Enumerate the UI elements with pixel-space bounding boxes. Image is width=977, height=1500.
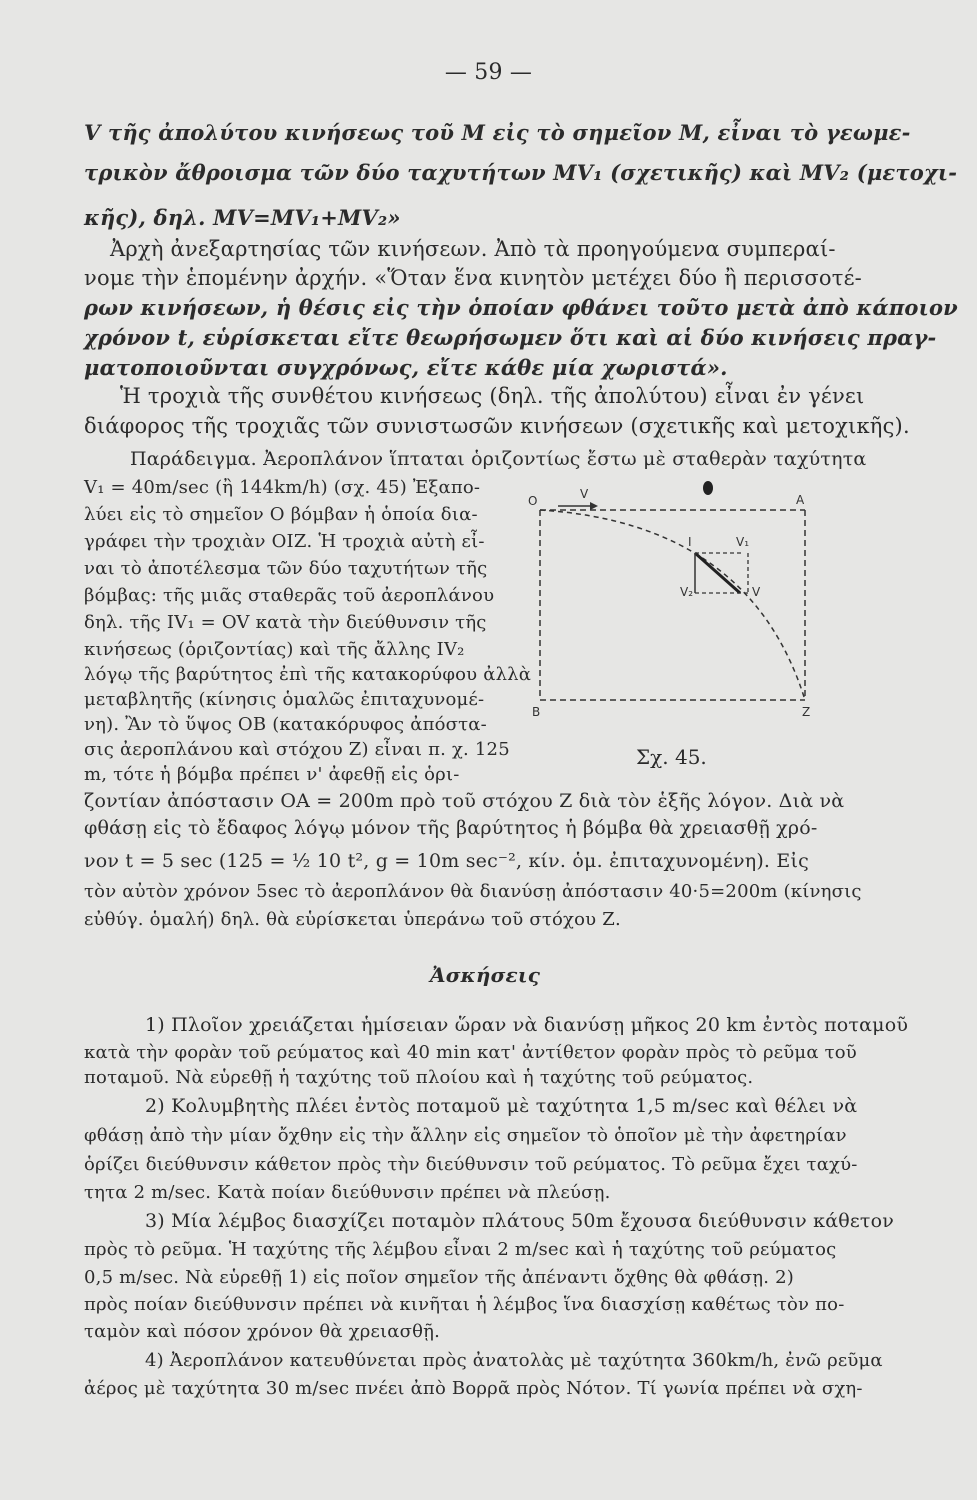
- text-line: βόμβας: τῆς μιᾶς σταθερᾶς τοῦ ἀεροπλάνου: [84, 585, 495, 606]
- text-line: διάφορος τῆς τροχιᾶς τῶν συνιστωσῶν κινήσεων (σχετικῆς καὶ μετοχικῆς).: [84, 414, 910, 438]
- text-line: τρικὸν ἄθροισμα τῶν δύο ταχυτήτων MV₁ (σχετικῆς) καὶ MV₂ (μετοχι-: [84, 160, 958, 185]
- text-line: φθάσῃ εἰς τὸ ἔδαφος λόγῳ μόνον τῆς βαρύτητος ἡ βόμβα θὰ χρειασθῇ χρό-: [84, 817, 818, 839]
- exercises-heading: Ἀσκήσεις: [430, 963, 541, 987]
- text-line: Ἡ τροχιὰ τῆς συνθέτου κινήσεως (δηλ. τῆς ἀπολύτου) εἶναι ἐν γένει: [120, 384, 865, 408]
- text-line: πρὸς τὸ ρεῦμα. Ἡ ταχύτης τῆς λέμβου εἶναι 2 m/sec καὶ ἡ ταχύτης τοῦ ρεύματος: [84, 1239, 837, 1260]
- text-line: 4) Ἀεροπλάνον κατευθύνεται πρὸς ἀνατολὰς μὲ ταχύτητα 360km/h, ἐνῶ ρεῦμα: [145, 1350, 883, 1371]
- text-line: 1) Πλοῖον χρειάζεται ἡμίσειαν ὥραν νὰ διανύσῃ μῆκος 20 km ἐντὸς ποταμοῦ: [145, 1014, 909, 1036]
- page-number: — 59 —: [444, 60, 533, 85]
- figure-caption: Σχ. 45.: [636, 745, 707, 769]
- text-line: λύει εἰς τὸ σημεῖον Ο βόμβαν ἡ ὁποία δια-: [84, 504, 478, 525]
- airplane-dot: [703, 481, 713, 495]
- text-line: χρόνον t, εὑρίσκεται εἴτε θεωρήσωμεν ὅτι καὶ αἱ δύο κινήσεις πραγ-: [84, 325, 937, 350]
- text-line: κατὰ τὴν φορὰν τοῦ ρεύματος καὶ 40 min κατ' ἀντίθετον φορὰν πρὸς τὸ ρεῦμα τοῦ: [84, 1042, 857, 1063]
- text-line: κινήσεως (ὁριζοντίας) καὶ τῆς ἄλλης IV₂: [84, 639, 465, 660]
- text-line: ρων κινήσεων, ἡ θέσις εἰς τὴν ὁποίαν φθάνει τοῦτο μετὰ ἀπὸ κάποιον: [84, 295, 958, 320]
- text-line: γράφει τὴν τροχιὰν ΟΙΖ. Ἡ τροχιὰ αὐτὴ εἶ-: [84, 531, 485, 552]
- text-line: Παράδειγμα. Ἀεροπλάνον ἵπταται ὁριζοντίως ἔστω μὲ σταθερὰν ταχύτητα: [130, 448, 867, 470]
- label-v2: V₂: [680, 585, 694, 599]
- text-line: 0,5 m/sec. Νὰ εὑρεθῇ 1) εἰς ποῖον σημεῖον τῆς ἀπέναντι ὄχθης θὰ φθάσῃ. 2): [84, 1267, 794, 1288]
- text-line: Ἀρχὴ ἀνεξαρτησίας τῶν κινήσεων. Ἀπὸ τὰ προηγούμενα συμπεραί-: [110, 237, 836, 261]
- text-line: ὁρίζει διεύθυνσιν κάθετον πρὸς τὴν διεύθυνσιν τοῦ ρεύματος. Τὸ ρεῦμα ἔχει ταχύ-: [84, 1154, 858, 1175]
- text-line: σις ἀεροπλάνου καὶ στόχου Ζ) εἶναι π. χ. 125: [84, 739, 510, 760]
- trajectory-curve: [540, 510, 805, 700]
- text-line: ταμὸν καὶ πόσον χρόνον θὰ χρειασθῇ.: [84, 1321, 441, 1342]
- label-i: I: [688, 535, 692, 549]
- text-line: ναι τὸ ἀποτέλεσμα τῶν δύο ταχυτήτων τῆς: [84, 558, 488, 579]
- text-line: ματοποιοῦνται συγχρόνως, εἴτε κάθε μία χωριστά».: [84, 355, 728, 380]
- label-z: Z: [802, 705, 811, 719]
- text-line: κῆς), δηλ. MV=MV₁+MV₂»: [84, 205, 401, 230]
- text-line: 3) Μία λέμβος διασχίζει ποταμὸν πλάτους 50m ἔχουσα διεύθυνσιν κάθετον: [145, 1210, 895, 1232]
- text-line: τὸν αὐτὸν χρόνον 5sec τὸ ἀεροπλάνον θὰ διανύσῃ ἀπόστασιν 40·5=200m (κίνησις: [84, 881, 862, 902]
- text-line: m, τότε ἡ βόμβα πρέπει ν' ἀφεθῇ εἰς ὁρι-: [84, 764, 460, 785]
- text-line: 2) Κολυμβητὴς πλέει ἐντὸς ποταμοῦ μὲ ταχύτητα 1,5 m/sec καὶ θέλει νὰ: [145, 1095, 858, 1117]
- v-arrowhead: [590, 502, 598, 510]
- resultant-vector: [695, 553, 740, 593]
- text-line: δηλ. τῆς IV₁ = OV κατὰ τὴν διεύθυνσιν τῆς: [84, 612, 487, 633]
- text-line: ἀέρος μὲ ταχύτητα 30 m/sec πνέει ἀπὸ Βορρᾶ πρὸς Νότον. Τί γωνία πρέπει νὰ σχη-: [84, 1378, 863, 1399]
- text-line: ζοντίαν ἀπόστασιν ΟΑ = 200m πρὸ τοῦ στόχου Ζ διὰ τὸν ἑξῆς λόγον. Διὰ νὰ: [84, 790, 845, 812]
- text-line: ποταμοῦ. Νὰ εὑρεθῇ ἡ ταχύτης τοῦ πλοίου καὶ ἡ ταχύτης τοῦ ρεύματος.: [84, 1067, 754, 1088]
- text-line: νη). Ἂν τὸ ὕψος ΟΒ (κατακόρυφος ἀπόστα-: [84, 714, 487, 735]
- label-a: A: [796, 493, 805, 507]
- text-line: νον t = 5 sec (125 = ½ 10 t², g = 10m sec⁻², κίν. ὁμ. ἐπιταχυνομένη). Εἰς: [84, 850, 809, 872]
- label-b: B: [532, 705, 541, 719]
- text-line: φθάσῃ ἀπὸ τὴν μίαν ὄχθην εἰς τὴν ἄλλην εἰς σημεῖον τὸ ὁποῖον μὲ τὴν ἀφετηρίαν: [84, 1125, 847, 1146]
- text-line: πρὸς ποίαν διεύθυνσιν πρέπει νὰ κινῆται ἡ λέμβος ἵνα διασχίσῃ καθέτως τὸν πο-: [84, 1294, 845, 1315]
- label-v1: V₁: [736, 535, 750, 549]
- label-o: O: [528, 494, 538, 508]
- label-v-bottom: V: [752, 585, 761, 599]
- text-line: νομε τὴν ἑπομένην ἀρχήν. «Ὅταν ἕνα κινητὸν μετέχει δύο ἢ περισσοτέ-: [84, 266, 862, 290]
- text-line: μεταβλητῆς (κίνησις ὁμαλῶς ἐπιταχυνομέ-: [84, 689, 485, 710]
- text-line: εὐθύγ. ὁμαλή) δηλ. θὰ εὑρίσκεται ὑπεράνω τοῦ στόχου Ζ.: [84, 909, 621, 930]
- figure-frame: [540, 510, 805, 700]
- text-line: λόγῳ τῆς βαρύτητος ἐπὶ τῆς κατακορύφου ἀλλὰ: [84, 664, 532, 685]
- trajectory-figure: [520, 478, 840, 728]
- text-line: τητα 2 m/sec. Κατὰ ποίαν διεύθυνσιν πρέπει νὰ πλεύσῃ.: [84, 1182, 611, 1203]
- label-v: V: [580, 487, 589, 501]
- text-line: V τῆς ἀπολύτου κινήσεως τοῦ Μ εἰς τὸ σημεῖον Μ, εἶναι τὸ γεωμε-: [84, 120, 911, 145]
- text-line: V₁ = 40m/sec (ἢ 144km/h) (σχ. 45) Ἐξαπο-: [84, 477, 481, 498]
